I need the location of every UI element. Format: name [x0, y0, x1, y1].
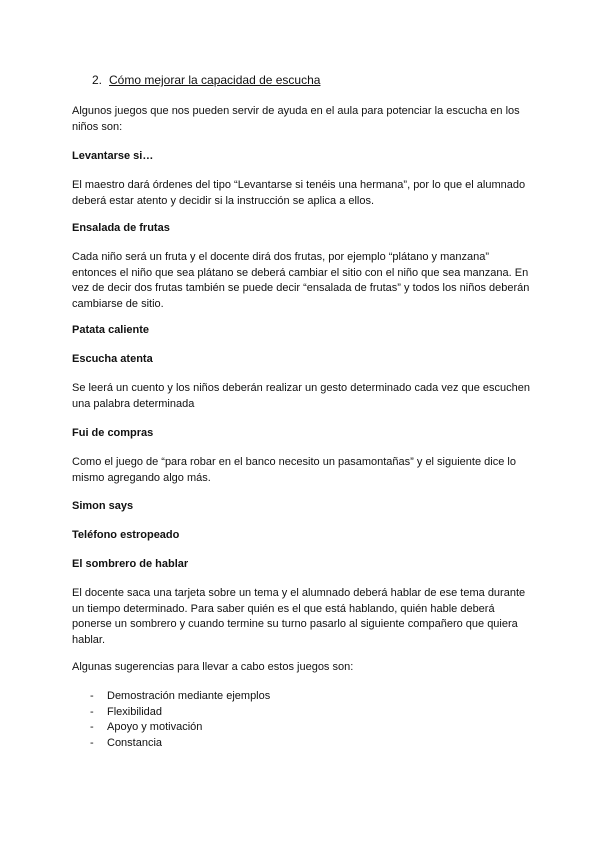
- game-description-levantarse: El maestro dará órdenes del tipo “Levantarse si tenéis una hermana”, por lo que el alumnado deberá estar atento y decidir si la instrucción se aplica a ellos.: [72, 179, 526, 207]
- bullet-dash: -: [90, 690, 94, 702]
- list-item: [90, 705, 270, 721]
- list-item: [90, 689, 270, 705]
- suggestions-list: [90, 689, 270, 751]
- game-title-patata: Patata caliente: [72, 324, 150, 336]
- game-description-compras: Como el juego de “para robar en el banco necesito un pasamontañas” y el siguiente dice lo mismo agregando algo más.: [72, 456, 516, 484]
- list-item-text: Flexibilidad: [107, 705, 163, 718]
- section-title: Cómo mejorar la capacidad de escucha: [109, 73, 321, 87]
- game-title-telefono: Teléfono estropeado: [72, 529, 180, 541]
- game-description-ensalada: Cada niño será un fruta y el docente dirá dos frutas, por ejemplo “plátano y manzana” entonces el niño que sea plátano se deberá cambiar el sitio con el niño que sea manzana. En vez de decir dos frutas también se puede decir “ensalada de frutas” y todos los niños deberán cambiarse de sitio.: [72, 251, 530, 310]
- bullet-dash: -: [90, 721, 94, 733]
- list-item-text: Apoyo y motivación: [107, 721, 203, 733]
- list-item: [90, 720, 270, 736]
- game-description-escucha: Se leerá un cuento y los niños deberán realizar un gesto determinado cada vez que escuchen una palabra determinada: [72, 382, 531, 410]
- game-title-simon: Simon says: [72, 500, 134, 512]
- section-heading: [92, 73, 320, 88]
- game-title-compras: Fui de compras: [72, 427, 154, 439]
- list-item: [90, 736, 270, 752]
- game-description-sombrero: El docente saca una tarjeta sobre un tema y el alumnado deberá hablar de ese tema durante un tiempo determinado. Para saber quién es el que está hablando, quién hable deberá ponerse un sombrero y cuando termine su turno pasarlo al siguiente compañero que quiera hablar.: [72, 587, 526, 646]
- game-title-escucha: Escucha atenta: [72, 353, 153, 365]
- suggestions-intro: Algunas sugerencias para llevar a cabo estos juegos son:: [72, 661, 354, 673]
- game-title-sombrero: El sombrero de hablar: [72, 558, 189, 570]
- list-item-text: Constancia: [107, 736, 163, 749]
- game-title-levantarse: Levantarse si…: [72, 150, 154, 162]
- bullet-dash: -: [90, 705, 94, 718]
- bullet-dash: -: [90, 736, 94, 749]
- section-number: 2.: [92, 73, 103, 87]
- game-title-ensalada: Ensalada de frutas: [72, 222, 170, 234]
- list-item-text: Demostración mediante ejemplos: [107, 690, 271, 702]
- intro-paragraph: Algunos juegos que nos pueden servir de ayuda en el aula para potenciar la escucha en los niños son:: [72, 105, 520, 133]
